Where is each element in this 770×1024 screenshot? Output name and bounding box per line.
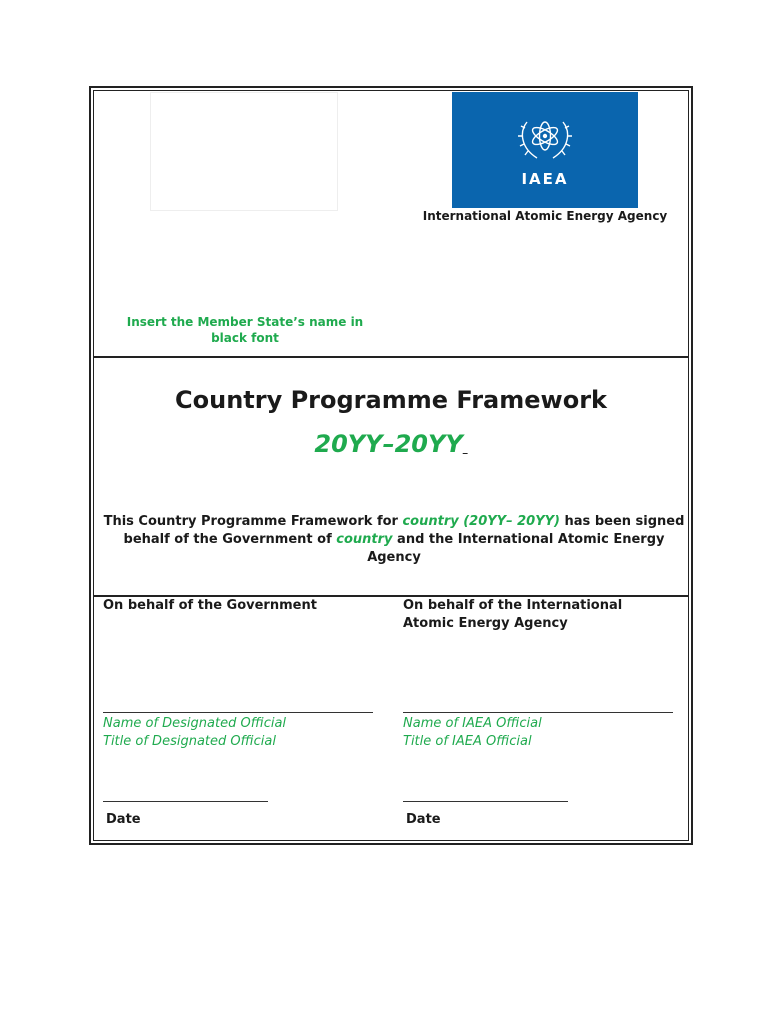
- statement-part1: This Country Programme Framework for: [103, 514, 403, 529]
- header-divider: [93, 356, 689, 358]
- right-date-label: Date: [406, 812, 441, 827]
- member-state-logo-placeholder: [150, 92, 338, 211]
- statement-country: country: [336, 532, 393, 547]
- left-official-name: Name of Designated Official: [103, 716, 287, 731]
- framework-statement: [100, 513, 688, 567]
- iaea-atom-emblem-icon: [515, 114, 575, 164]
- document-years: [93, 430, 689, 458]
- iaea-logo: [452, 92, 638, 208]
- right-date-line: [403, 801, 568, 802]
- right-signature-heading: On behalf of the International Atomic Energy Agency: [403, 598, 623, 631]
- left-signature-line: [103, 712, 373, 713]
- statement-part2: has been signed behalf of the Government of: [123, 514, 685, 547]
- right-signature-line: [403, 712, 673, 713]
- years-text: 20YY–20YY: [314, 430, 463, 458]
- statement-country-years: country (20YY– 20YY): [402, 514, 560, 529]
- left-date-label: Date: [106, 812, 141, 827]
- years-trailing-underline: [463, 440, 468, 456]
- left-official-title: Title of Designated Official: [103, 734, 276, 749]
- left-signature-heading: On behalf of the Government: [103, 598, 317, 613]
- agency-caption: International Atomic Energy Agency: [422, 209, 668, 223]
- statement-part3: and the International Atomic Energy Agency: [367, 532, 665, 565]
- right-official-name: Name of IAEA Official: [403, 716, 542, 731]
- iaea-logo-text: IAEA: [521, 170, 569, 188]
- right-official-title: Title of IAEA Official: [403, 734, 532, 749]
- document-title: Country Programme Framework: [175, 386, 607, 414]
- left-date-line: [103, 801, 268, 802]
- member-state-instruction: Insert the Member State’s name in black font: [126, 315, 364, 345]
